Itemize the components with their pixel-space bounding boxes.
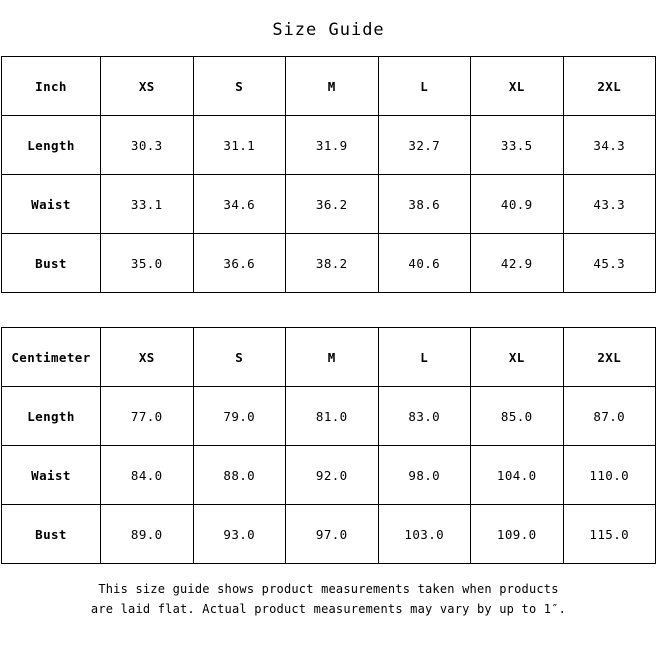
row-label: Waist xyxy=(2,175,101,234)
cell-value: 31.1 xyxy=(193,116,286,175)
column-header: M xyxy=(286,328,379,387)
row-label: Waist xyxy=(2,446,101,505)
column-header: S xyxy=(193,57,286,116)
page-title: Size Guide xyxy=(272,20,385,40)
cell-value: 36.2 xyxy=(286,175,379,234)
table-row xyxy=(2,446,656,505)
column-header: XL xyxy=(471,57,564,116)
footnote xyxy=(0,564,657,620)
cell-value: 45.3 xyxy=(563,234,656,293)
row-label: Bust xyxy=(2,505,101,564)
column-header: L xyxy=(378,328,471,387)
cell-value: 36.6 xyxy=(193,234,286,293)
table-row xyxy=(2,175,656,234)
cell-value: 30.3 xyxy=(101,116,194,175)
table-row xyxy=(2,387,656,446)
cell-value: 89.0 xyxy=(101,505,194,564)
row-label: Bust xyxy=(2,234,101,293)
column-header: S xyxy=(193,328,286,387)
column-header: L xyxy=(378,57,471,116)
cell-value: 84.0 xyxy=(101,446,194,505)
footnote-line-2: are laid flat. Actual product measurements may vary by up to 1″. xyxy=(90,601,567,616)
cell-value: 115.0 xyxy=(563,505,656,564)
inch-size-table xyxy=(1,56,656,293)
cell-value: 83.0 xyxy=(378,387,471,446)
centimeter-table-container xyxy=(0,327,657,564)
row-label: Length xyxy=(2,387,101,446)
centimeter-size-table xyxy=(1,327,656,564)
unit-label-inch: Inch xyxy=(2,57,101,116)
cell-value: 35.0 xyxy=(101,234,194,293)
cell-value: 42.9 xyxy=(471,234,564,293)
cell-value: 38.6 xyxy=(378,175,471,234)
cell-value: 87.0 xyxy=(563,387,656,446)
cell-value: 88.0 xyxy=(193,446,286,505)
column-header: 2XL xyxy=(563,57,656,116)
column-header: 2XL xyxy=(563,328,656,387)
cell-value: 40.9 xyxy=(471,175,564,234)
cell-value: 85.0 xyxy=(471,387,564,446)
cell-value: 34.6 xyxy=(193,175,286,234)
cell-value: 104.0 xyxy=(471,446,564,505)
cell-value: 40.6 xyxy=(378,234,471,293)
table-header-row xyxy=(2,57,656,116)
cell-value: 34.3 xyxy=(563,116,656,175)
footnote-line-1: This size guide shows product measurements taken when products xyxy=(98,582,559,596)
table-row xyxy=(2,234,656,293)
cell-value: 93.0 xyxy=(193,505,286,564)
column-header: XL xyxy=(471,328,564,387)
cell-value: 109.0 xyxy=(471,505,564,564)
cell-value: 43.3 xyxy=(563,175,656,234)
cell-value: 38.2 xyxy=(286,234,379,293)
column-header: M xyxy=(286,57,379,116)
cell-value: 31.9 xyxy=(286,116,379,175)
cell-value: 110.0 xyxy=(563,446,656,505)
row-label: Length xyxy=(2,116,101,175)
cell-value: 32.7 xyxy=(378,116,471,175)
column-header: XS xyxy=(101,328,194,387)
cell-value: 98.0 xyxy=(378,446,471,505)
inch-table-container xyxy=(0,56,657,293)
table-row xyxy=(2,505,656,564)
unit-label-centimeter: Centimeter xyxy=(2,328,101,387)
table-row xyxy=(2,116,656,175)
cell-value: 33.1 xyxy=(101,175,194,234)
column-header: XS xyxy=(101,57,194,116)
cell-value: 97.0 xyxy=(286,505,379,564)
cell-value: 77.0 xyxy=(101,387,194,446)
cell-value: 103.0 xyxy=(378,505,471,564)
cell-value: 81.0 xyxy=(286,387,379,446)
cell-value: 33.5 xyxy=(471,116,564,175)
table-separator xyxy=(0,293,657,327)
table-header-row xyxy=(2,328,656,387)
cell-value: 92.0 xyxy=(286,446,379,505)
cell-value: 79.0 xyxy=(193,387,286,446)
